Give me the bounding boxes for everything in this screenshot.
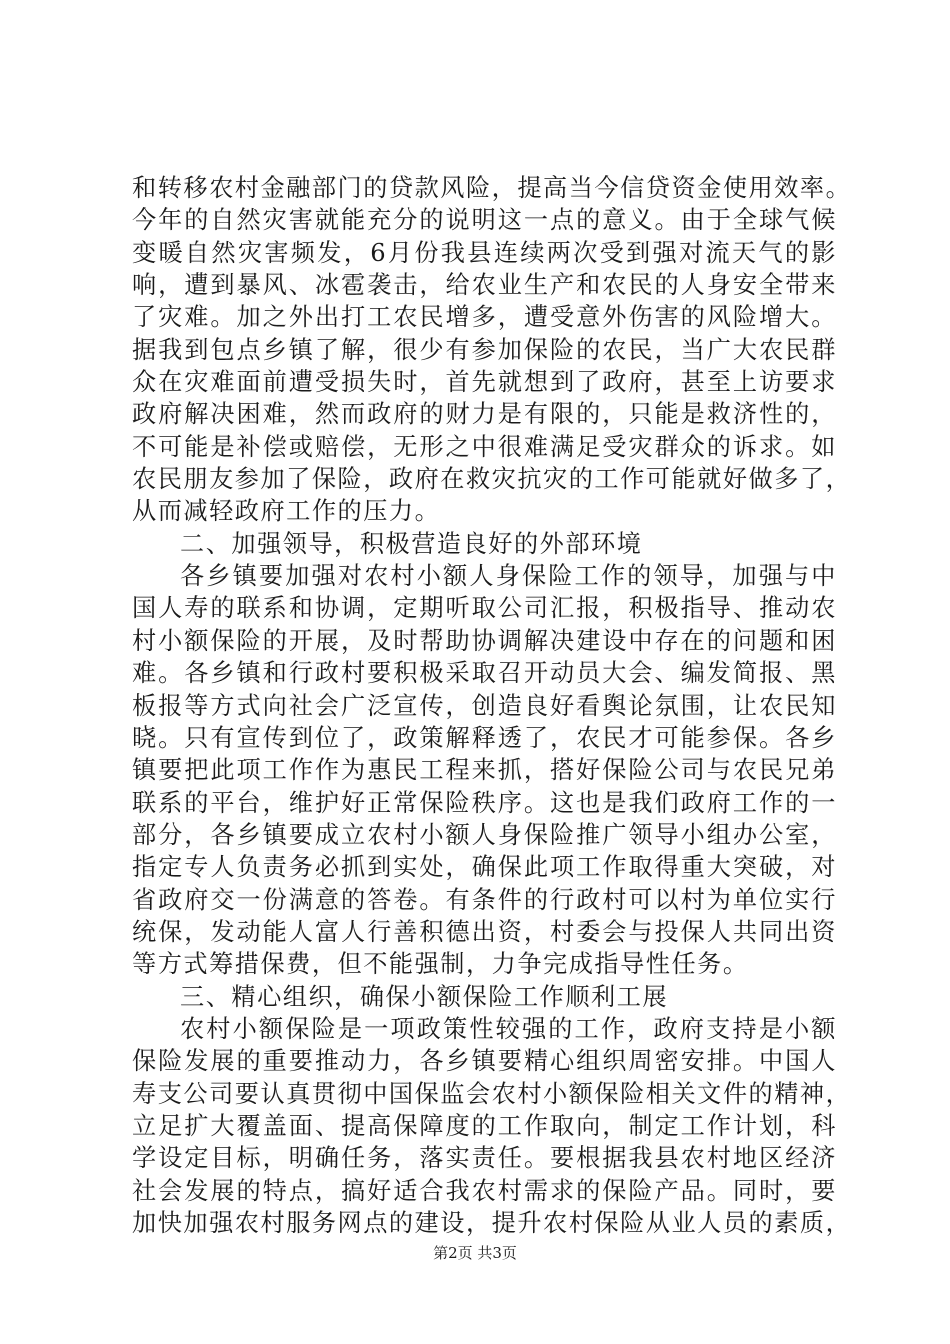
text-line: 联系的平台，维护好正常保险秩序。这也是我们政府工作的一 xyxy=(132,788,837,817)
text-line: 村小额保险的开展，及时帮助协调解决建设中存在的问题和困 xyxy=(132,626,837,655)
text-line: 变暖自然灾害频发，6月份我县连续两次受到强对流天气的影 xyxy=(132,238,837,267)
text-line: 省政府交一份满意的答卷。有条件的行政村可以村为单位实行 xyxy=(132,885,837,914)
text-line: 镇要把此项工作作为惠民工程来抓，搭好保险公司与农民兄弟 xyxy=(132,756,837,785)
text-line: 不可能是补偿或赔偿，无形之中很难满足受灾群众的诉求。如 xyxy=(132,432,837,461)
text-line: 社会发展的特点，搞好适合我农村需求的保险产品。同时，要 xyxy=(132,1176,837,1205)
text-line: 众在灾难面前遭受损失时，首先就想到了政府，甚至上访要求 xyxy=(132,368,837,397)
text-line: 各乡镇要加强对农村小额人身保险工作的领导，加强与中 xyxy=(180,562,837,591)
text-line: 响，遭到暴风、冰雹袭击，给农业生产和农民的人身安全带来 xyxy=(132,271,837,300)
text-line: 板报等方式向社会广泛宣传，创造良好看舆论氛围，让农民知 xyxy=(132,691,837,720)
text-line: 学设定目标，明确任务，落实责任。要根据我县农村地区经济 xyxy=(132,1144,837,1173)
document-body xyxy=(132,172,852,1239)
text-line: 保险发展的重要推动力，各乡镇要精心组织周密安排。中国人 xyxy=(132,1047,837,1076)
text-line: 指定专人负责务必抓到实处，确保此项工作取得重大突破，对 xyxy=(132,853,837,882)
text-line: 从而减轻政府工作的压力。 xyxy=(132,497,441,526)
text-line: 二、加强领导，积极营造良好的外部环境 xyxy=(180,529,643,558)
text-line: 据我到包点乡镇了解，很少有参加保险的农民，当广大农民群 xyxy=(132,335,837,364)
text-line: 农村小额保险是一项政策性较强的工作，政府支持是小额 xyxy=(180,1014,837,1043)
text-line: 寿支公司要认真贯彻中国保监会农村小额保险相关文件的精神， xyxy=(132,1079,852,1108)
text-line: 国人寿的联系和协调，定期听取公司汇报，积极指导、推动农 xyxy=(132,594,837,623)
text-line: 晓。只有宣传到位了，政策解释透了，农民才可能参保。各乡 xyxy=(132,723,837,752)
text-line: 等方式筹措保费，但不能强制，力争完成指导性任务。 xyxy=(132,950,749,979)
page-footer: 第2页 共3页 xyxy=(433,1244,517,1262)
text-line: 部分，各乡镇要成立农村小额人身保险推广领导小组办公室， xyxy=(132,820,837,849)
text-line: 政府解决困难，然而政府的财力是有限的，只能是救济性的， xyxy=(132,400,837,429)
text-line: 立足扩大覆盖面、提高保障度的工作取向，制定工作计划，科 xyxy=(132,1111,837,1140)
text-line: 农民朋友参加了保险，政府在救灾抗灾的工作可能就好做多了， xyxy=(132,465,852,494)
text-line: 难。各乡镇和行政村要积极采取召开动员大会、编发简报、黑 xyxy=(132,659,837,688)
text-line: 三、精心组织，确保小额保险工作顺利工展 xyxy=(180,982,669,1011)
text-line: 了灾难。加之外出打工农民增多，遭受意外伤害的风险增大。 xyxy=(132,303,837,332)
text-line: 统保，发动能人富人行善积德出资，村委会与投保人共同出资 xyxy=(132,917,837,946)
text-line: 和转移农村金融部门的贷款风险，提高当今信贷资金使用效率。 xyxy=(132,174,852,202)
text-line: 今年的自然灾害就能充分的说明这一点的意义。由于全球气候 xyxy=(132,206,837,235)
text-line: 加快加强农村服务网点的建设，提升农村保险从业人员的素质， xyxy=(132,1209,852,1237)
